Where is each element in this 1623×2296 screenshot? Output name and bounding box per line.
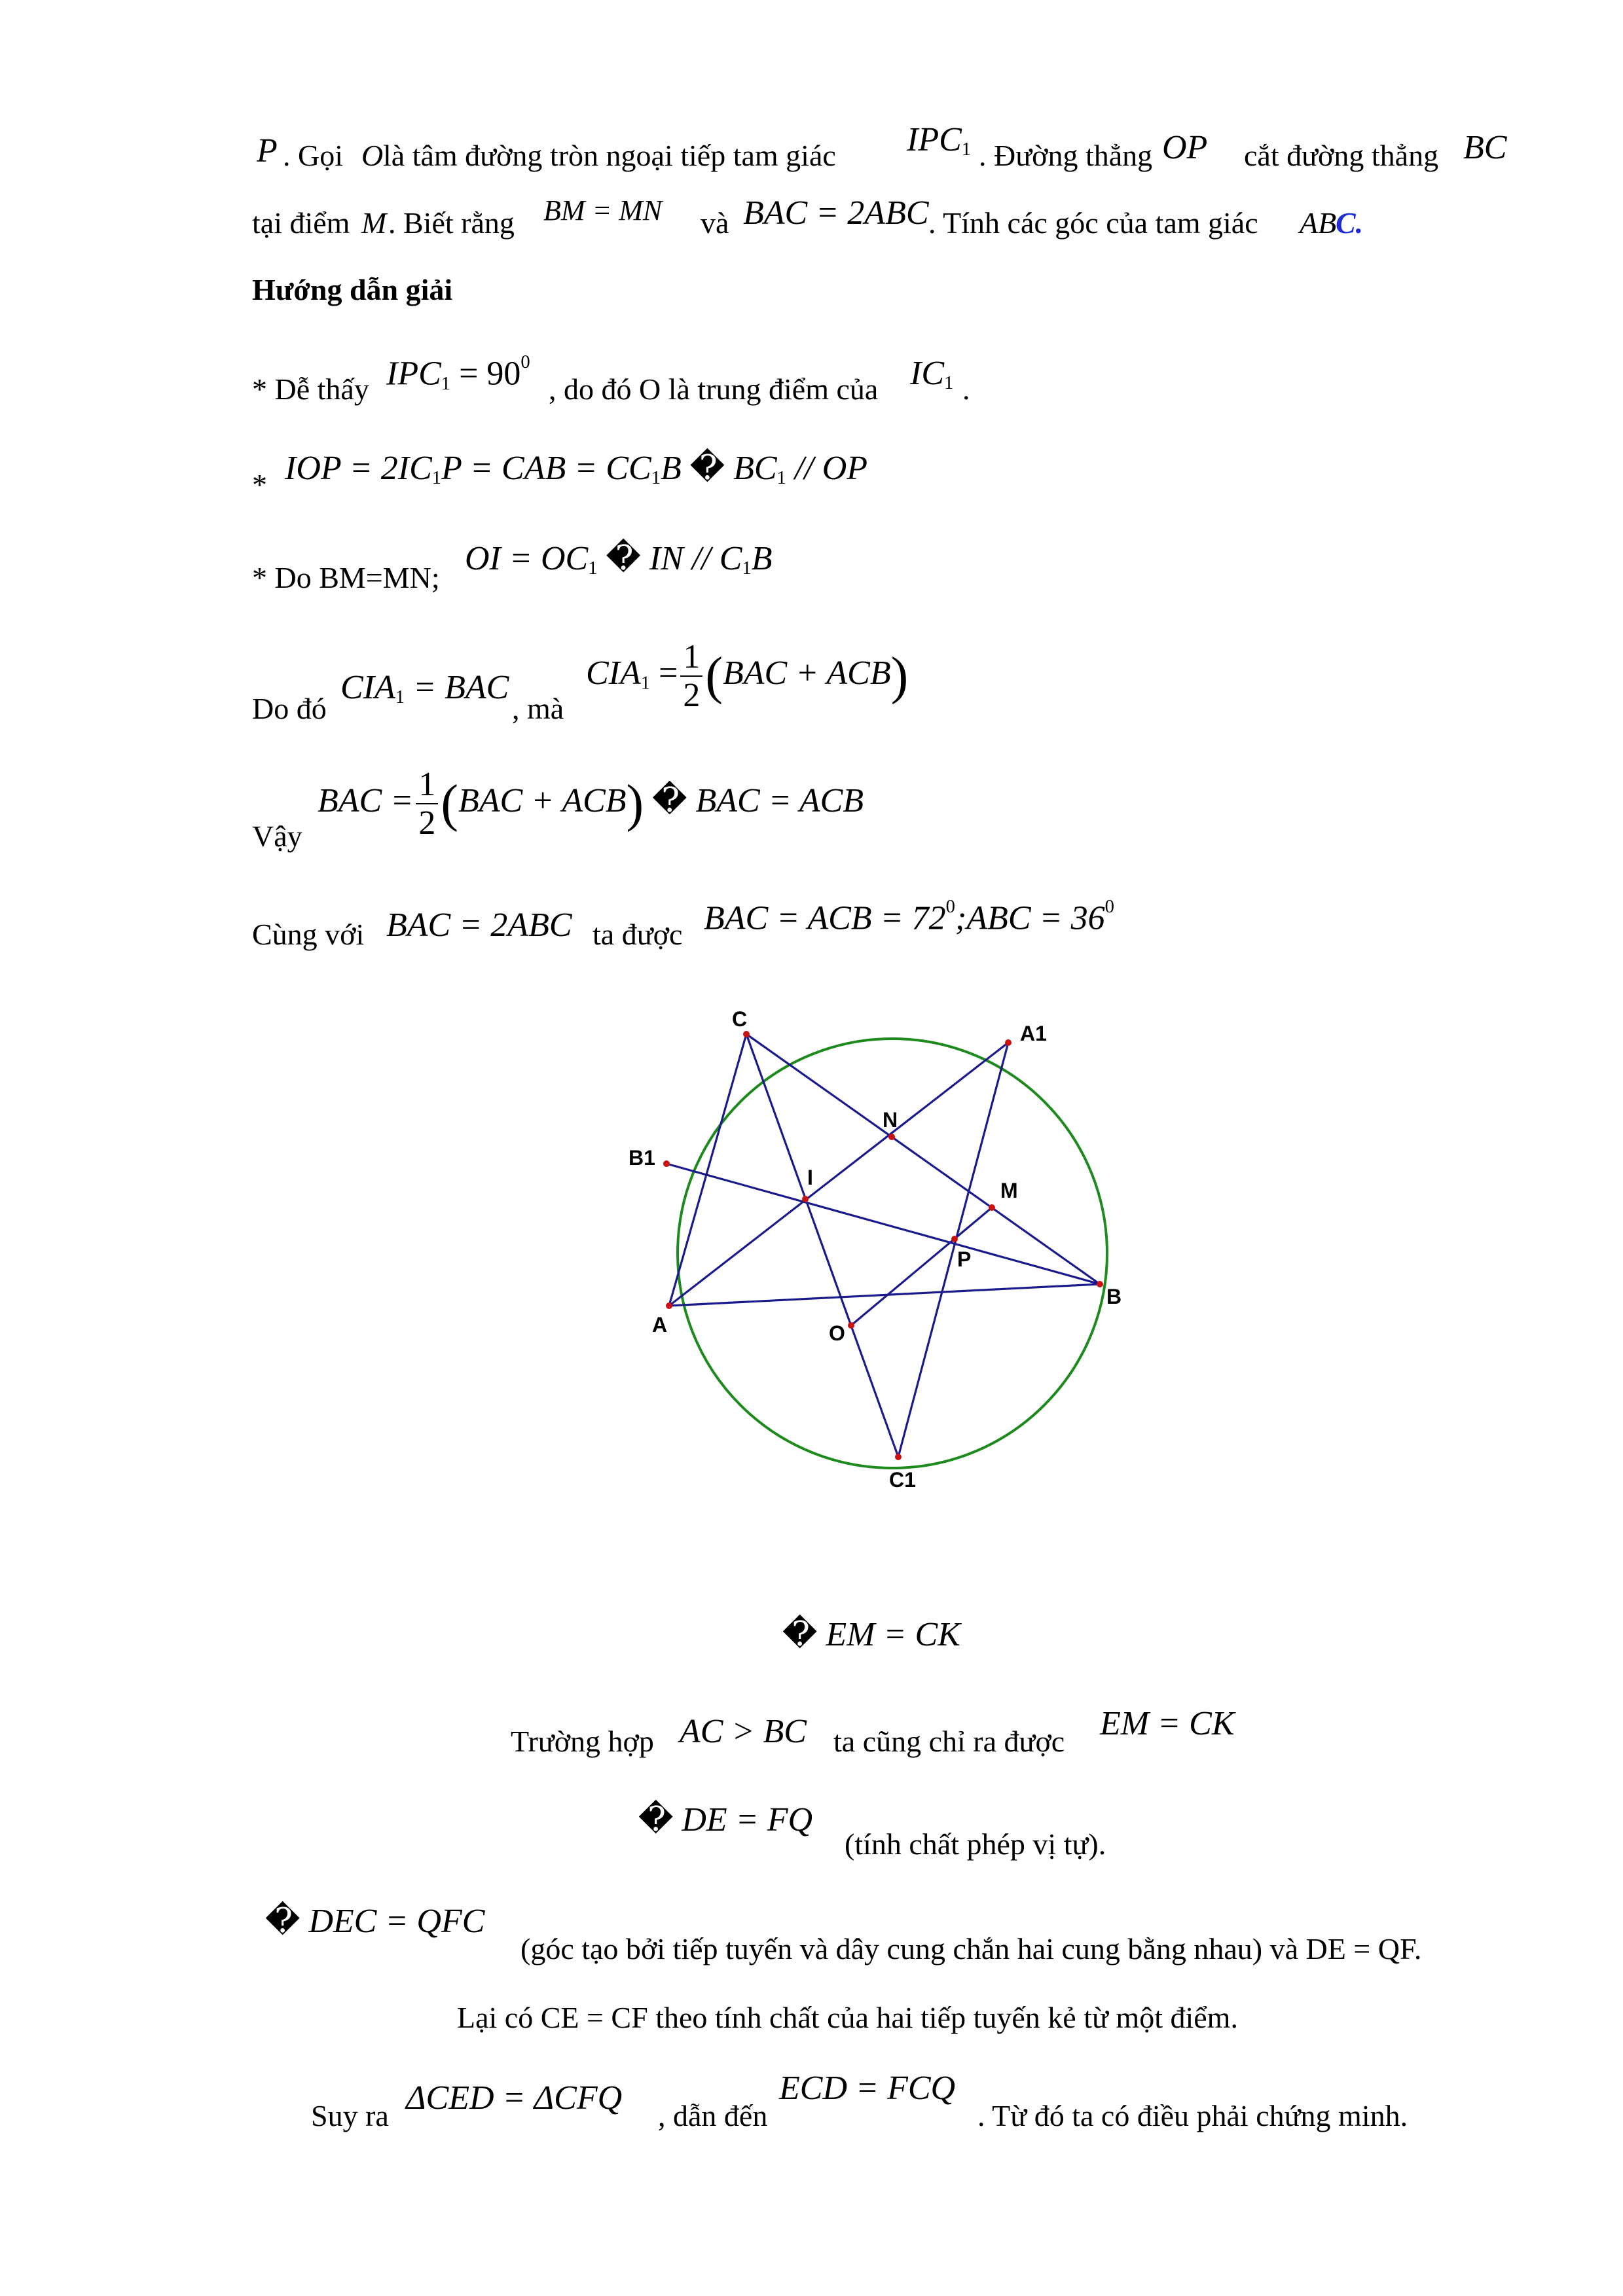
step10-math: � DEC = QFC [265,1903,485,1940]
intro-va: và [701,206,729,240]
label-a1: A1 [1020,1022,1047,1045]
label-c1: C1 [889,1468,916,1492]
label-b1: B1 [629,1146,655,1170]
segment-ca [669,1034,746,1306]
intro-text-d: cắt đường thẳng [1244,139,1439,172]
step12-math-1: ΔCED = ΔCFQ [406,2079,623,2117]
point-p [951,1236,958,1242]
label-o: O [829,1321,845,1345]
step2-label: * [252,468,267,501]
step8-text2: ta cũng chỉ ra được [833,1725,1065,1758]
label-p: P [957,1247,972,1271]
point-b1 [663,1160,670,1167]
point-o [848,1322,854,1329]
math-bc: BC [1463,129,1507,166]
step12-text2: , dẫn đến [658,2099,768,2132]
label-i: I [807,1166,813,1189]
segment-cb [746,1034,1100,1284]
circumcircle [678,1039,1107,1468]
step5-label: Vậy [252,819,302,853]
step6-label: Cùng với [252,918,365,951]
label-n: N [883,1108,898,1132]
label-a: A [652,1313,668,1336]
step12-math-2: ECD = FCQ [779,2070,956,2107]
step9-math: � DE = FQ [638,1801,813,1839]
step6-math-1: BAC = 2ABC [386,906,572,944]
point-b [1097,1281,1103,1287]
math-bac-2abc: BAC = 2ABC [743,194,929,232]
step10-text: (góc tạo bởi tiếp tuyến và dây cung chắn hai cung bằng nhau) và DE = QF. [520,1932,1422,1965]
step12-label: Suy ra [311,2099,389,2132]
step-11: Lại có CE = CF theo tính chất của hai tiếp tuyến kẻ từ một điểm. [457,2001,1238,2034]
point-i [802,1196,809,1202]
step1-dot: . [962,372,970,406]
step8-math-1: AC > BC [680,1713,807,1750]
intro-abc-ab: AB [1300,206,1337,240]
point-a [666,1302,672,1309]
intro-text-b: là tâm đường tròn ngoại tiếp tam giác [383,139,836,172]
intro-line2-b: . Biết rằng [388,206,515,240]
step4-math-2: $CIA_1$ = $\frac{1}{2}$ (BAC + ACB) [586,638,909,715]
step6-text2: ta được [593,918,683,951]
math-ic1: $IC_1$ [910,355,954,394]
point-a1 [1005,1039,1012,1046]
intro-text-c: . Đường thẳng [979,139,1153,172]
math-bm-mn: BM = MN [543,194,663,226]
geometry-figure [629,982,1133,1505]
step5-math: BAC = $\frac{1}{2}$ (BAC + ACB) � BAC = ACB [318,766,864,842]
label-b: B [1106,1285,1122,1308]
step12-text3: . Từ đó ta có điều phải chứng minh. [977,2099,1408,2132]
step3-math: OI = $OC_1$ � IN // $C_1B$ [465,540,773,579]
math-p: P [257,132,278,170]
step7-math: � EM = CK [782,1616,960,1653]
step9-text: (tính chất phép vị tự). [845,1827,1106,1861]
step1-label: * Dễ thấy [252,372,369,406]
intro-o: O [361,139,384,172]
segment-a1c1 [898,1043,1008,1457]
intro-text-a: . Gọi [283,139,343,172]
segment-b1b [666,1164,1100,1284]
triangle-lines [666,1034,1100,1457]
step8-label: Trường hợp [511,1725,654,1758]
step2-math: IOP = $2IC_1P$ = CAB = $CC_1B$ � $BC_1$ // OP [285,450,868,489]
point-m [989,1204,995,1211]
step4-math-1: $CIA_1$ = BAC [340,669,509,708]
intro-line2-a: tại điểm [252,206,350,240]
step4-label: Do đó [252,692,327,725]
step3-label: * Do BM=MN; [252,561,440,594]
math-ipc1: $IPC_1$ [907,121,972,160]
math-op: OP [1162,129,1208,166]
step8-math-2: EM = CK [1100,1705,1235,1742]
segment-cc1 [746,1034,898,1457]
label-m: M [1000,1179,1018,1202]
point-c [743,1031,750,1037]
step6-math-2: BAC = ACB = $72^0;ABC = 36^0$ [704,897,1114,937]
step1-math: $IPC_1 = 90^0$ [386,352,530,394]
intro-line2-c: . Tính các góc của tam giác [928,206,1258,240]
label-c: C [732,1007,748,1031]
step1-tail: , do đó O là trung điểm của [549,372,879,406]
section-heading: Hướng dẫn giải [252,273,453,306]
point-c1 [895,1454,902,1460]
segment-ab [669,1284,1100,1306]
intro-m: M [361,206,387,240]
step4-ma: , mà [512,692,564,725]
intro-abc-c: C. [1336,206,1364,240]
point-n [888,1134,895,1140]
